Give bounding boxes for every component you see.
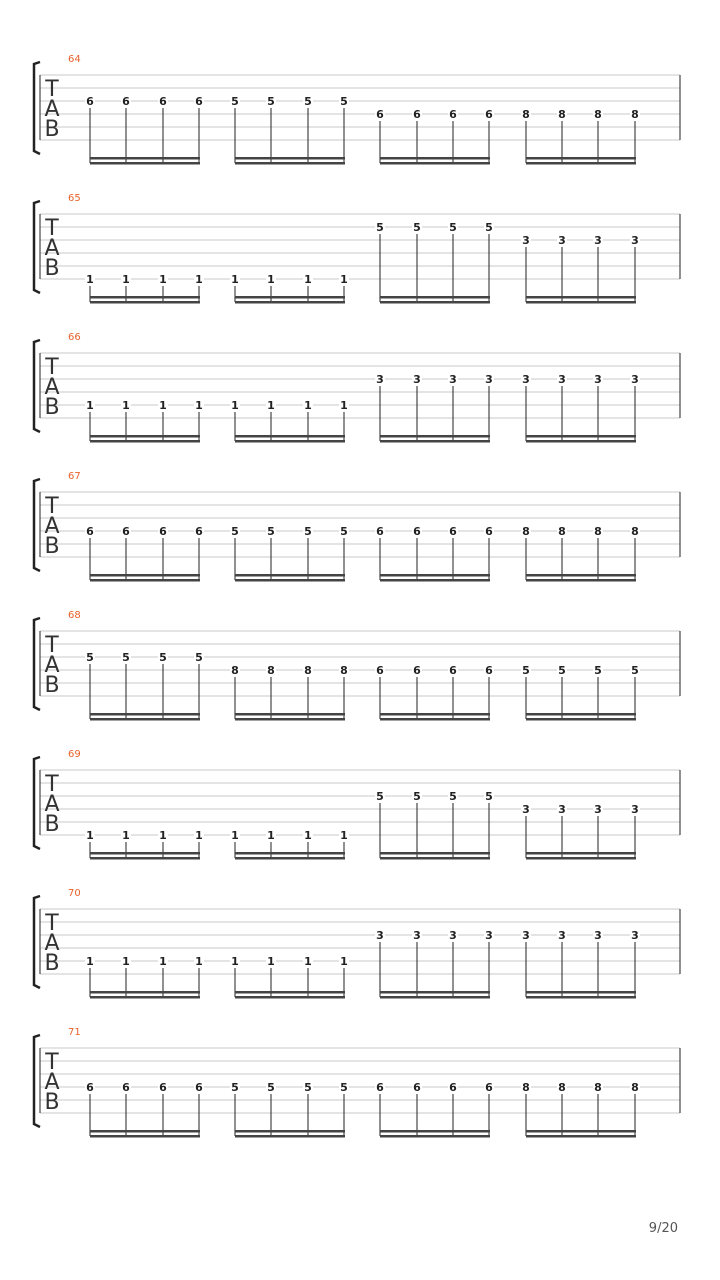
beam <box>235 574 345 577</box>
fret-number: 3 <box>631 803 639 816</box>
fret-number: 6 <box>485 1081 493 1094</box>
beam <box>90 713 200 716</box>
tab-clef-letter: A <box>44 514 60 539</box>
beam <box>235 996 345 999</box>
beam <box>526 718 636 721</box>
beam <box>526 1135 636 1138</box>
measure-number: 67 <box>68 471 81 482</box>
tab-clef-letter: B <box>44 951 60 976</box>
fret-number: 1 <box>195 273 203 286</box>
beam <box>380 991 490 994</box>
beam <box>526 440 636 443</box>
fret-number: 8 <box>558 108 566 121</box>
fret-number: 3 <box>413 929 421 942</box>
fret-number: 5 <box>267 525 275 538</box>
fret-number: 1 <box>267 955 275 968</box>
tab-clef-letter: A <box>44 236 60 261</box>
beam <box>526 574 636 577</box>
beam <box>526 157 636 160</box>
fret-number: 1 <box>267 399 275 412</box>
beam <box>90 1130 200 1133</box>
fret-number: 5 <box>449 221 457 234</box>
beam <box>90 718 200 721</box>
system-bracket <box>34 618 40 710</box>
fret-number: 6 <box>195 1081 203 1094</box>
fret-number: 3 <box>522 803 530 816</box>
fret-number: 5 <box>304 95 312 108</box>
fret-number: 5 <box>376 790 384 803</box>
fret-number: 1 <box>195 399 203 412</box>
tab-clef-letter: T <box>45 77 59 102</box>
fret-number: 1 <box>267 829 275 842</box>
fret-number: 6 <box>413 108 421 121</box>
fret-number: 1 <box>304 829 312 842</box>
fret-number: 3 <box>631 373 639 386</box>
fret-number: 8 <box>231 664 239 677</box>
beam <box>235 1135 345 1138</box>
fret-number: 6 <box>86 95 94 108</box>
system-bracket <box>34 62 40 154</box>
fret-number: 3 <box>413 373 421 386</box>
fret-number: 1 <box>122 399 130 412</box>
fret-number: 6 <box>195 95 203 108</box>
fret-number: 1 <box>340 273 348 286</box>
beam <box>380 713 490 716</box>
tab-system <box>34 54 680 165</box>
fret-number: 6 <box>413 1081 421 1094</box>
fret-number: 8 <box>631 108 639 121</box>
fret-number: 1 <box>159 955 167 968</box>
tab-clef-letter: A <box>44 375 60 400</box>
fret-number: 6 <box>195 525 203 538</box>
fret-number: 5 <box>522 664 530 677</box>
beam <box>380 157 490 160</box>
tab-clef-letter: A <box>44 792 60 817</box>
fret-number: 5 <box>449 790 457 803</box>
system-bracket <box>34 479 40 571</box>
fret-number: 5 <box>413 790 421 803</box>
fret-number: 1 <box>195 955 203 968</box>
beam <box>526 162 636 165</box>
tab-clef-letter: B <box>44 1090 60 1115</box>
fret-number: 6 <box>159 525 167 538</box>
fret-number: 1 <box>86 273 94 286</box>
fret-number: 1 <box>159 273 167 286</box>
fret-number: 1 <box>304 955 312 968</box>
fret-number: 8 <box>558 1081 566 1094</box>
beam <box>526 579 636 582</box>
fret-number: 1 <box>340 955 348 968</box>
fret-number: 1 <box>159 399 167 412</box>
tab-system <box>34 1027 680 1138</box>
beam <box>526 1130 636 1133</box>
fret-number: 6 <box>159 1081 167 1094</box>
tab-system <box>34 749 680 860</box>
fret-number: 3 <box>631 929 639 942</box>
fret-number: 5 <box>267 95 275 108</box>
fret-number: 3 <box>558 234 566 247</box>
beam <box>90 157 200 160</box>
beam <box>235 991 345 994</box>
fret-number: 6 <box>413 664 421 677</box>
tab-clef-letter: T <box>45 494 59 519</box>
tab-clef-letter: B <box>44 256 60 281</box>
fret-number: 8 <box>522 108 530 121</box>
fret-number: 5 <box>594 664 602 677</box>
beam <box>235 1130 345 1133</box>
tab-system <box>34 193 680 304</box>
fret-number: 5 <box>631 664 639 677</box>
fret-number: 6 <box>485 108 493 121</box>
beam <box>380 852 490 855</box>
fret-number: 1 <box>159 829 167 842</box>
fret-number: 5 <box>340 525 348 538</box>
fret-number: 8 <box>594 108 602 121</box>
system-bracket <box>34 340 40 432</box>
fret-number: 3 <box>594 803 602 816</box>
measure-number: 68 <box>68 610 81 621</box>
fret-number: 3 <box>449 929 457 942</box>
fret-number: 6 <box>449 108 457 121</box>
fret-number: 5 <box>558 664 566 677</box>
beam <box>90 574 200 577</box>
fret-number: 5 <box>413 221 421 234</box>
system-bracket <box>34 201 40 293</box>
fret-number: 1 <box>122 273 130 286</box>
beam <box>380 718 490 721</box>
fret-number: 1 <box>340 399 348 412</box>
fret-number: 6 <box>159 95 167 108</box>
fret-number: 8 <box>340 664 348 677</box>
fret-number: 3 <box>449 373 457 386</box>
fret-number: 6 <box>485 525 493 538</box>
fret-number: 8 <box>594 525 602 538</box>
tab-clef-letter: T <box>45 772 59 797</box>
tab-clef-letter: B <box>44 534 60 559</box>
fret-number: 1 <box>195 829 203 842</box>
fret-number: 1 <box>122 955 130 968</box>
beam <box>235 579 345 582</box>
fret-number: 5 <box>195 651 203 664</box>
fret-number: 5 <box>304 525 312 538</box>
fret-number: 5 <box>231 525 239 538</box>
beam <box>90 296 200 299</box>
beam <box>380 296 490 299</box>
tab-system <box>34 471 680 582</box>
tab-clef-letter: A <box>44 931 60 956</box>
fret-number: 6 <box>376 1081 384 1094</box>
beam <box>235 852 345 855</box>
tab-system <box>34 888 680 999</box>
beam <box>235 162 345 165</box>
fret-number: 6 <box>122 95 130 108</box>
fret-number: 1 <box>231 273 239 286</box>
beam <box>526 991 636 994</box>
fret-number: 3 <box>594 373 602 386</box>
fret-number: 5 <box>122 651 130 664</box>
beam <box>380 1130 490 1133</box>
tab-clef-letter: B <box>44 117 60 142</box>
beam <box>380 162 490 165</box>
tab-clef-letter: T <box>45 633 59 658</box>
fret-number: 5 <box>485 221 493 234</box>
tab-clef-letter: A <box>44 97 60 122</box>
fret-number: 1 <box>340 829 348 842</box>
system-bracket <box>34 1035 40 1127</box>
beam <box>90 991 200 994</box>
beam <box>235 857 345 860</box>
beam <box>235 301 345 304</box>
fret-number: 3 <box>485 929 493 942</box>
beam <box>526 435 636 438</box>
system-bracket <box>34 757 40 849</box>
fret-number: 8 <box>631 1081 639 1094</box>
tab-clef-letter: T <box>45 911 59 936</box>
fret-number: 8 <box>594 1081 602 1094</box>
fret-number: 1 <box>122 829 130 842</box>
beam <box>380 440 490 443</box>
fret-number: 6 <box>413 525 421 538</box>
beam <box>90 1135 200 1138</box>
fret-number: 1 <box>86 399 94 412</box>
beam <box>380 996 490 999</box>
measure-number: 71 <box>68 1027 81 1038</box>
fret-number: 3 <box>485 373 493 386</box>
fret-number: 8 <box>522 1081 530 1094</box>
beam <box>90 579 200 582</box>
fret-number: 8 <box>631 525 639 538</box>
fret-number: 8 <box>267 664 275 677</box>
fret-number: 1 <box>231 955 239 968</box>
beam <box>380 435 490 438</box>
fret-number: 6 <box>86 525 94 538</box>
measure-number: 70 <box>68 888 81 899</box>
measure-number: 69 <box>68 749 81 760</box>
fret-number: 3 <box>558 803 566 816</box>
fret-number: 5 <box>340 95 348 108</box>
fret-number: 5 <box>231 1081 239 1094</box>
fret-number: 1 <box>86 955 94 968</box>
fret-number: 1 <box>86 829 94 842</box>
tab-clef-letter: T <box>45 355 59 380</box>
fret-number: 6 <box>449 525 457 538</box>
fret-number: 6 <box>122 1081 130 1094</box>
fret-number: 3 <box>522 929 530 942</box>
beam <box>526 852 636 855</box>
measure-number: 65 <box>68 193 81 204</box>
beam <box>235 718 345 721</box>
fret-number: 3 <box>522 234 530 247</box>
fret-number: 3 <box>558 929 566 942</box>
fret-number: 5 <box>485 790 493 803</box>
beam <box>90 440 200 443</box>
fret-number: 6 <box>86 1081 94 1094</box>
fret-number: 8 <box>522 525 530 538</box>
beam <box>526 996 636 999</box>
beam <box>526 296 636 299</box>
fret-number: 6 <box>376 525 384 538</box>
fret-number: 8 <box>304 664 312 677</box>
fret-number: 3 <box>594 929 602 942</box>
fret-number: 3 <box>376 373 384 386</box>
beam <box>380 1135 490 1138</box>
system-bracket <box>34 896 40 988</box>
tab-clef-letter: B <box>44 395 60 420</box>
fret-number: 8 <box>558 525 566 538</box>
fret-number: 3 <box>376 929 384 942</box>
tab-clef-letter: B <box>44 812 60 837</box>
fret-number: 5 <box>340 1081 348 1094</box>
fret-number: 6 <box>449 1081 457 1094</box>
fret-number: 1 <box>304 399 312 412</box>
fret-number: 5 <box>267 1081 275 1094</box>
fret-number: 6 <box>122 525 130 538</box>
fret-number: 1 <box>267 273 275 286</box>
fret-number: 6 <box>485 664 493 677</box>
tab-system <box>34 610 680 721</box>
measure-number: 64 <box>68 54 81 65</box>
beam <box>90 857 200 860</box>
tab-clef-letter: A <box>44 1070 60 1095</box>
beam <box>526 713 636 716</box>
fret-number: 6 <box>376 108 384 121</box>
beam <box>235 296 345 299</box>
fret-number: 1 <box>231 399 239 412</box>
beam <box>380 857 490 860</box>
beam <box>90 996 200 999</box>
page-number: 9/20 <box>648 1221 678 1236</box>
fret-number: 5 <box>86 651 94 664</box>
beam <box>380 301 490 304</box>
fret-number: 3 <box>522 373 530 386</box>
beam <box>90 852 200 855</box>
tab-clef-letter: T <box>45 1050 59 1075</box>
tab-clef-letter: B <box>44 673 60 698</box>
fret-number: 5 <box>376 221 384 234</box>
fret-number: 5 <box>231 95 239 108</box>
fret-number: 5 <box>159 651 167 664</box>
beam <box>526 857 636 860</box>
beam <box>235 157 345 160</box>
beam <box>90 435 200 438</box>
beam <box>90 301 200 304</box>
beam <box>235 435 345 438</box>
tab-clef-letter: A <box>44 653 60 678</box>
fret-number: 3 <box>594 234 602 247</box>
beam <box>235 440 345 443</box>
beam <box>90 162 200 165</box>
beam <box>526 301 636 304</box>
fret-number: 5 <box>304 1081 312 1094</box>
fret-number: 6 <box>449 664 457 677</box>
fret-number: 6 <box>376 664 384 677</box>
tab-clef-letter: T <box>45 216 59 241</box>
fret-number: 3 <box>558 373 566 386</box>
beam <box>380 574 490 577</box>
beam <box>380 579 490 582</box>
tab-system <box>34 332 680 443</box>
beam <box>235 713 345 716</box>
fret-number: 1 <box>304 273 312 286</box>
fret-number: 3 <box>631 234 639 247</box>
fret-number: 1 <box>231 829 239 842</box>
measure-number: 66 <box>68 332 81 343</box>
